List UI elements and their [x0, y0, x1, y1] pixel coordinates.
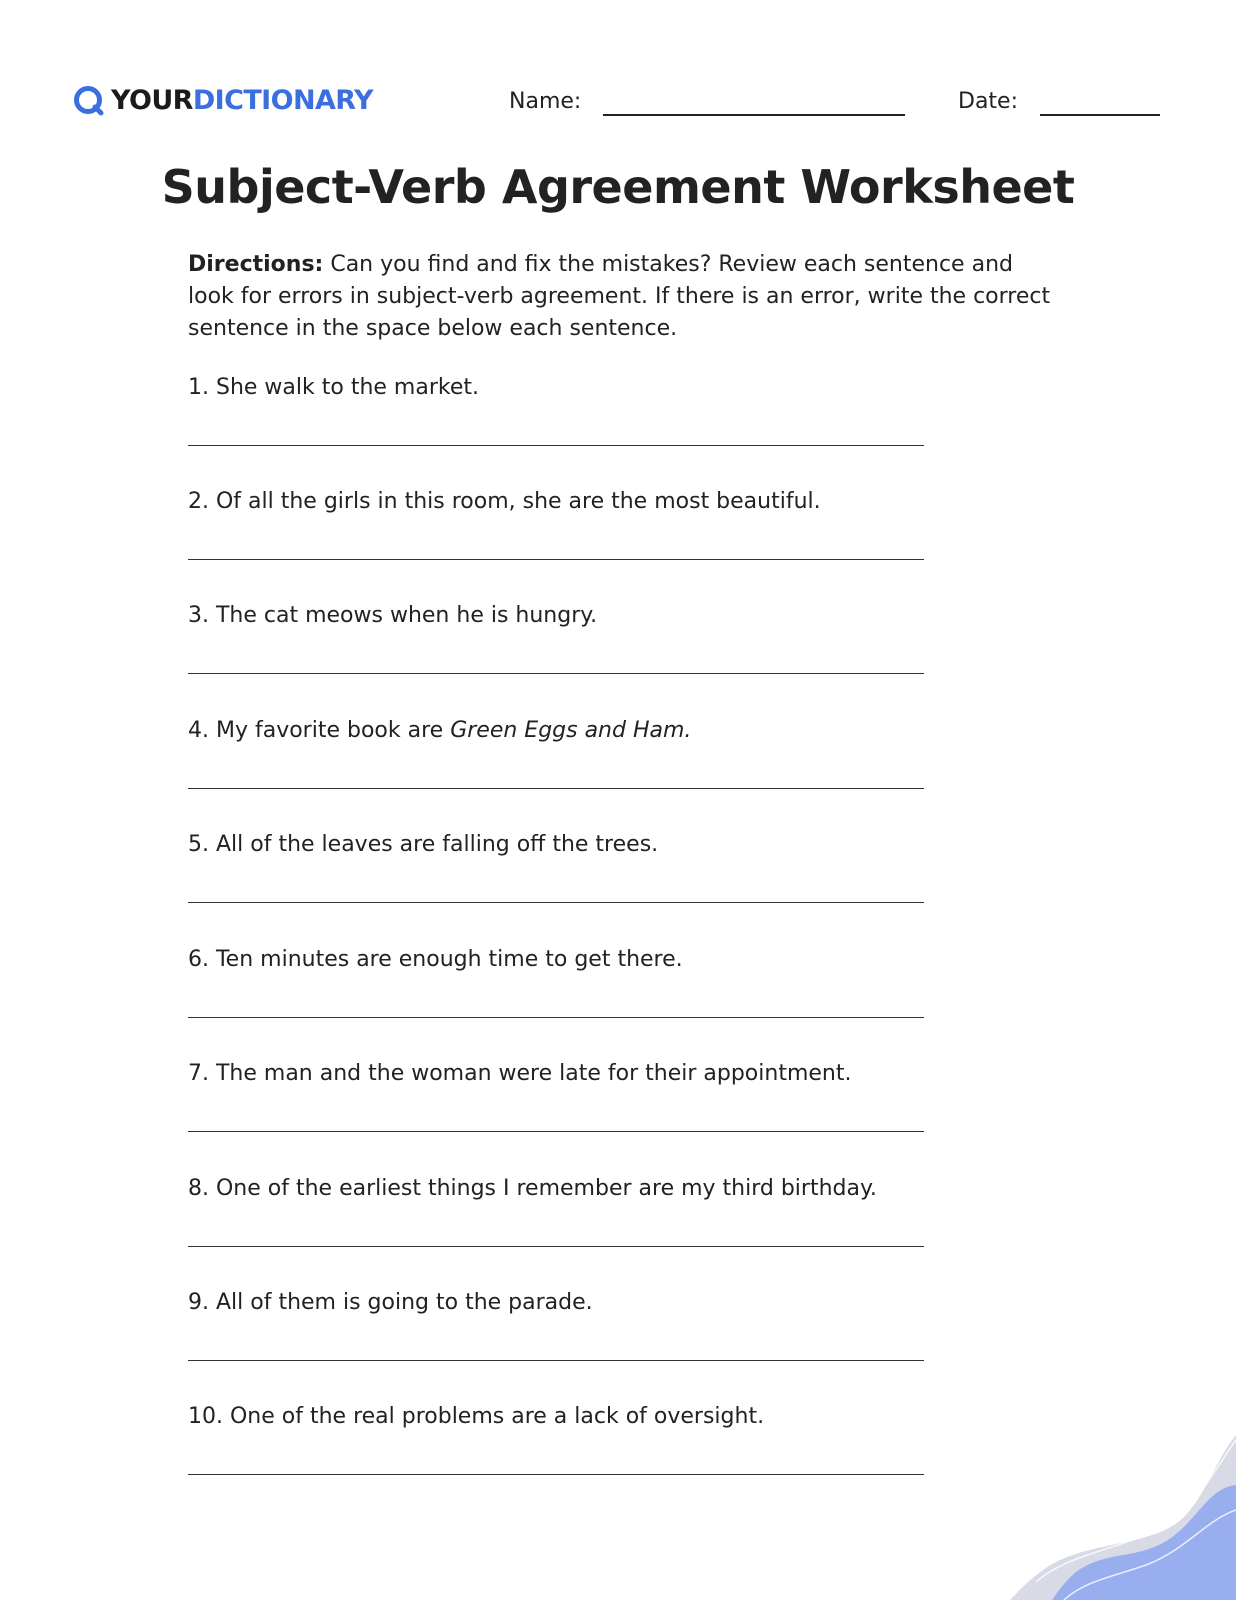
question-2	[188, 487, 928, 517]
answer-line	[188, 559, 924, 560]
question-text: 6. Ten minutes are enough time to get there.	[188, 947, 683, 972]
answer-line	[188, 1246, 924, 1247]
question-text: 9. All of them is going to the parade.	[188, 1290, 593, 1315]
answer-line	[188, 1474, 924, 1475]
answer-line	[188, 902, 924, 903]
question-text: 5. All of the leaves are falling off the trees.	[188, 832, 659, 857]
question-text: 8. One of the earliest things I remember are my third birthday.	[188, 1176, 877, 1201]
question-text: 2. Of all the girls in this room, she are the most beautiful.	[188, 489, 821, 514]
name-write-line	[603, 90, 905, 116]
magnifier-logo-icon	[72, 84, 106, 118]
answer-line	[188, 673, 924, 674]
question-text: 1. She walk to the market.	[188, 375, 479, 400]
date-label: Date:	[958, 89, 1018, 114]
name-label: Name:	[509, 89, 582, 114]
answer-line	[188, 1017, 924, 1018]
question-6	[188, 945, 928, 975]
answer-line	[188, 445, 924, 446]
question-plain-text: 4. My favorite book are	[188, 718, 451, 743]
directions-label: Directions:	[188, 252, 324, 277]
book-title: Green Eggs and Ham.	[450, 718, 692, 743]
directions	[188, 249, 1058, 345]
brand-logo	[72, 84, 373, 118]
logo-dictionary: DICTIONARY	[192, 85, 373, 116]
question-8	[188, 1174, 928, 1204]
directions-text: Can you find and fix the mistakes? Review each sentence and look for errors in subject-verb agreement. If there is an error, write the correct sentence in the space below each sentence.	[188, 252, 1051, 341]
answer-line	[188, 1131, 924, 1132]
question-text: 3. The cat meows when he is hungry.	[188, 603, 598, 628]
corner-wave-decoration	[946, 1400, 1236, 1600]
question-text	[188, 716, 928, 746]
question-7	[188, 1059, 928, 1089]
question-10	[188, 1402, 928, 1432]
answer-line	[188, 1360, 924, 1361]
question-9	[188, 1288, 928, 1318]
question-1	[188, 373, 928, 403]
question-4	[188, 716, 928, 746]
answer-line	[188, 788, 924, 789]
logo-wordmark	[111, 84, 373, 118]
question-3	[188, 601, 928, 631]
date-field	[958, 88, 1160, 116]
question-text: 10. One of the real problems are a lack of oversight.	[188, 1404, 765, 1429]
question-text: 7. The man and the woman were late for their appointment.	[188, 1061, 852, 1086]
page-title: Subject-Verb Agreement Worksheet	[161, 160, 1075, 214]
name-field	[509, 88, 905, 116]
logo-your: YOUR	[111, 85, 193, 116]
date-write-line	[1040, 90, 1160, 116]
question-5	[188, 830, 928, 860]
